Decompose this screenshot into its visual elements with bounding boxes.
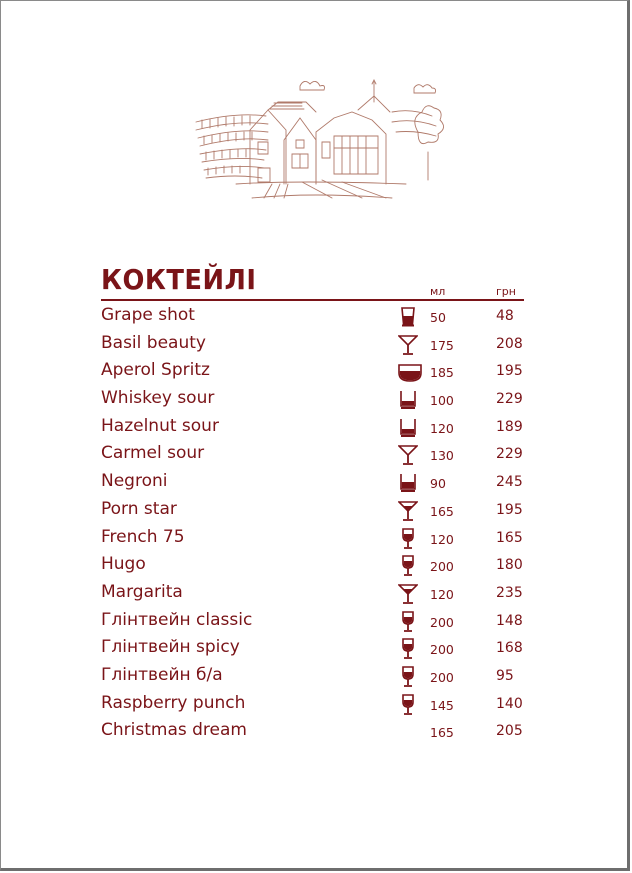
rocks-glass-icon bbox=[398, 417, 418, 439]
item-volume: 120 bbox=[430, 531, 454, 547]
item-price: 208 bbox=[496, 335, 523, 352]
item-volume: 50 bbox=[430, 310, 446, 325]
item-volume: 175 bbox=[430, 337, 454, 353]
menu-row bbox=[101, 581, 531, 609]
item-name: Aperol Spritz bbox=[101, 360, 210, 381]
item-name: Hazelnut sour bbox=[101, 415, 219, 436]
menu-row bbox=[101, 442, 531, 470]
item-price: 245 bbox=[496, 474, 523, 491]
item-name: Porn star bbox=[101, 498, 177, 519]
item-price: 235 bbox=[496, 584, 523, 601]
menu-row bbox=[101, 470, 531, 498]
menu-row bbox=[101, 498, 531, 526]
item-name: Глінтвейн spicy bbox=[101, 637, 240, 658]
wine-glass-icon bbox=[398, 638, 418, 660]
item-name: Margarita bbox=[101, 581, 183, 602]
item-price: 168 bbox=[496, 640, 523, 657]
rocks-glass-icon bbox=[398, 389, 418, 411]
item-price: 140 bbox=[496, 695, 523, 712]
item-price: 189 bbox=[496, 418, 523, 435]
shot-glass-icon bbox=[398, 306, 418, 328]
menu-row bbox=[101, 526, 531, 554]
wine-glass-icon bbox=[398, 611, 418, 633]
price-column-header: грн bbox=[496, 285, 516, 298]
item-price: 195 bbox=[496, 501, 523, 518]
wine-glass-icon bbox=[398, 555, 418, 577]
item-price: 229 bbox=[496, 391, 523, 408]
item-price: 165 bbox=[496, 529, 523, 546]
menu-title: КОКТЕЙЛІ bbox=[101, 263, 257, 296]
martini-glass-icon bbox=[398, 500, 418, 522]
wine-glass-icon bbox=[398, 528, 418, 550]
menu-row bbox=[101, 387, 531, 415]
item-name: Basil beauty bbox=[101, 332, 206, 353]
item-price: 48 bbox=[496, 308, 514, 324]
item-name: Carmel sour bbox=[101, 443, 205, 464]
item-volume: 130 bbox=[430, 448, 454, 464]
item-price: 148 bbox=[496, 612, 523, 629]
item-volume: 185 bbox=[430, 365, 454, 381]
menu-row bbox=[101, 609, 531, 637]
item-volume: 120 bbox=[430, 586, 454, 602]
menu-row bbox=[101, 636, 531, 664]
menu-row bbox=[101, 304, 531, 332]
martini-glass-icon bbox=[398, 334, 418, 356]
item-price: 180 bbox=[496, 557, 523, 574]
item-name: Hugo bbox=[101, 554, 146, 575]
item-volume: 200 bbox=[430, 669, 454, 685]
winery-sketch-illustration bbox=[192, 72, 448, 200]
item-volume: 165 bbox=[430, 503, 454, 519]
item-name: French 75 bbox=[101, 526, 185, 547]
header-divider bbox=[101, 299, 524, 301]
wine-glass-icon bbox=[398, 694, 418, 716]
item-price: 195 bbox=[496, 363, 523, 380]
martini-glass-icon bbox=[398, 583, 418, 605]
item-volume: 200 bbox=[430, 559, 454, 575]
item-volume: 200 bbox=[430, 614, 454, 630]
item-price: 95 bbox=[496, 667, 514, 684]
menu-row bbox=[101, 332, 531, 360]
cocktail-list bbox=[101, 304, 531, 747]
martini-glass-icon bbox=[398, 444, 418, 466]
item-volume: 145 bbox=[430, 697, 454, 713]
item-name: Глінтвейн classic bbox=[101, 609, 253, 630]
volume-column-header: мл bbox=[430, 285, 446, 298]
menu-row bbox=[101, 553, 531, 581]
menu-row bbox=[101, 415, 531, 443]
item-name: Grape shot bbox=[101, 305, 195, 325]
item-price: 205 bbox=[496, 723, 523, 740]
menu-row bbox=[101, 719, 531, 747]
item-volume: 120 bbox=[430, 420, 454, 436]
item-name: Christmas dream bbox=[101, 720, 247, 741]
item-volume: 165 bbox=[430, 725, 454, 741]
item-volume: 200 bbox=[430, 642, 454, 658]
menu-row bbox=[101, 359, 531, 387]
rocks-glass-icon bbox=[398, 472, 418, 494]
bowl-glass-icon bbox=[398, 361, 418, 383]
item-name: Whiskey sour bbox=[101, 388, 215, 409]
item-name: Negroni bbox=[101, 471, 168, 492]
item-volume: 100 bbox=[430, 393, 454, 409]
item-name: Глінтвейн б/а bbox=[101, 664, 223, 685]
item-name: Raspberry punch bbox=[101, 692, 246, 713]
item-volume: 90 bbox=[430, 476, 446, 492]
item-price: 229 bbox=[496, 446, 523, 463]
wine-glass-icon bbox=[398, 666, 418, 688]
menu-row bbox=[101, 692, 531, 720]
menu-row bbox=[101, 664, 531, 692]
